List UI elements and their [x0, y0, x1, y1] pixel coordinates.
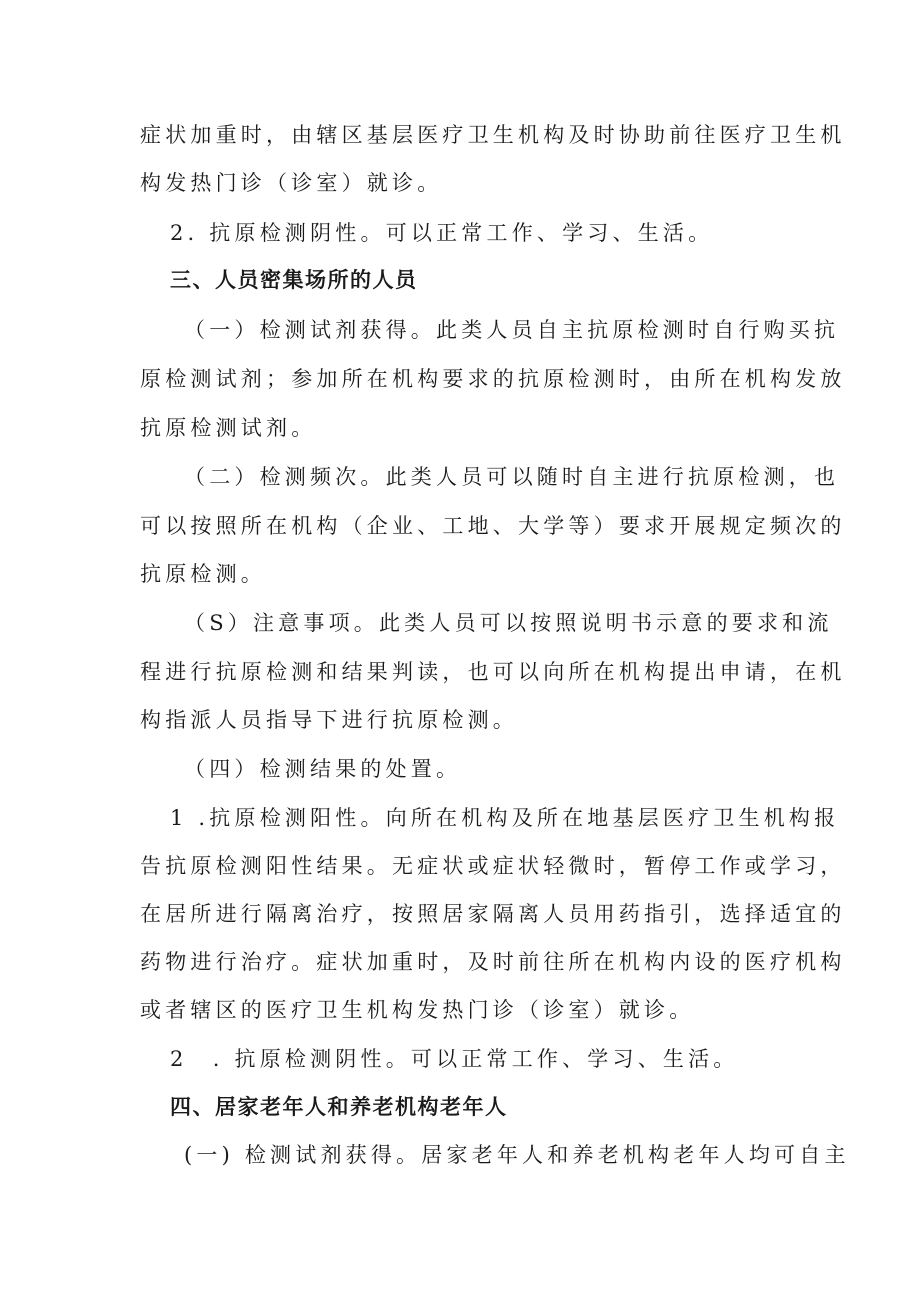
subsection-heading: （四）检测结果的处置。	[184, 757, 462, 781]
body-text-line: 药物进行治疗。症状加重时，及时前往所在机构内设的医疗机构	[140, 950, 846, 974]
list-item: 2. 抗原检测阴性。可以正常工作、学习、生活。	[170, 221, 714, 245]
section-heading: 四、居家老年人和养老机构老年人	[170, 1095, 508, 1119]
paragraph-start: （一）检测试剂获得。此类人员自主抗原检测时自行购买抗	[184, 318, 840, 342]
body-text-line: 症状加重时，由辖区基层医疗卫生机构及时协助前往医疗卫生机	[140, 123, 846, 147]
paragraph-start: (一) 检测试剂获得。居家老年人和养老机构老年人均可自主	[184, 1143, 850, 1167]
body-text-line: 或者辖区的医疗卫生机构发热门诊（诊室）就诊。	[140, 998, 695, 1022]
list-item: 1 .抗原检测阳性。向所在机构及所在地基层医疗卫生机构报	[170, 806, 840, 830]
body-text-line: 抗原检测试剂。	[140, 416, 317, 440]
body-text-line: 抗原检测。	[140, 562, 266, 586]
section-heading: 三、人员密集场所的人员	[170, 268, 418, 292]
body-text-line: 原检测试剂；参加所在机构要求的抗原检测时，由所在机构发放	[140, 367, 846, 391]
body-text-line: 可以按照所在机构（企业、工地、大学等）要求开展规定频次的	[140, 514, 846, 538]
paragraph-start: （二）检测频次。此类人员可以随时自主进行抗原检测，也	[184, 465, 840, 489]
body-text-line: 在居所进行隔离治疗，按照居家隔离人员用药指引，选择适宜的	[140, 902, 846, 926]
list-item: 2 . 抗原检测阴性。可以正常工作、学习、生活。	[170, 1047, 739, 1071]
paragraph-start: （S）注意事项。此类人员可以按照说明书示意的要求和流	[184, 611, 833, 635]
body-text-line: 程进行抗原检测和结果判读，也可以向所在机构提出申请，在机	[140, 660, 846, 684]
body-text-line: 告抗原检测阳性结果。无症状或症状轻微时，暂停工作或学习，	[140, 854, 846, 878]
body-text-line: 构发热门诊（诊室）就诊。	[140, 171, 443, 195]
body-text-line: 构指派人员指导下进行抗原检测。	[140, 708, 518, 732]
